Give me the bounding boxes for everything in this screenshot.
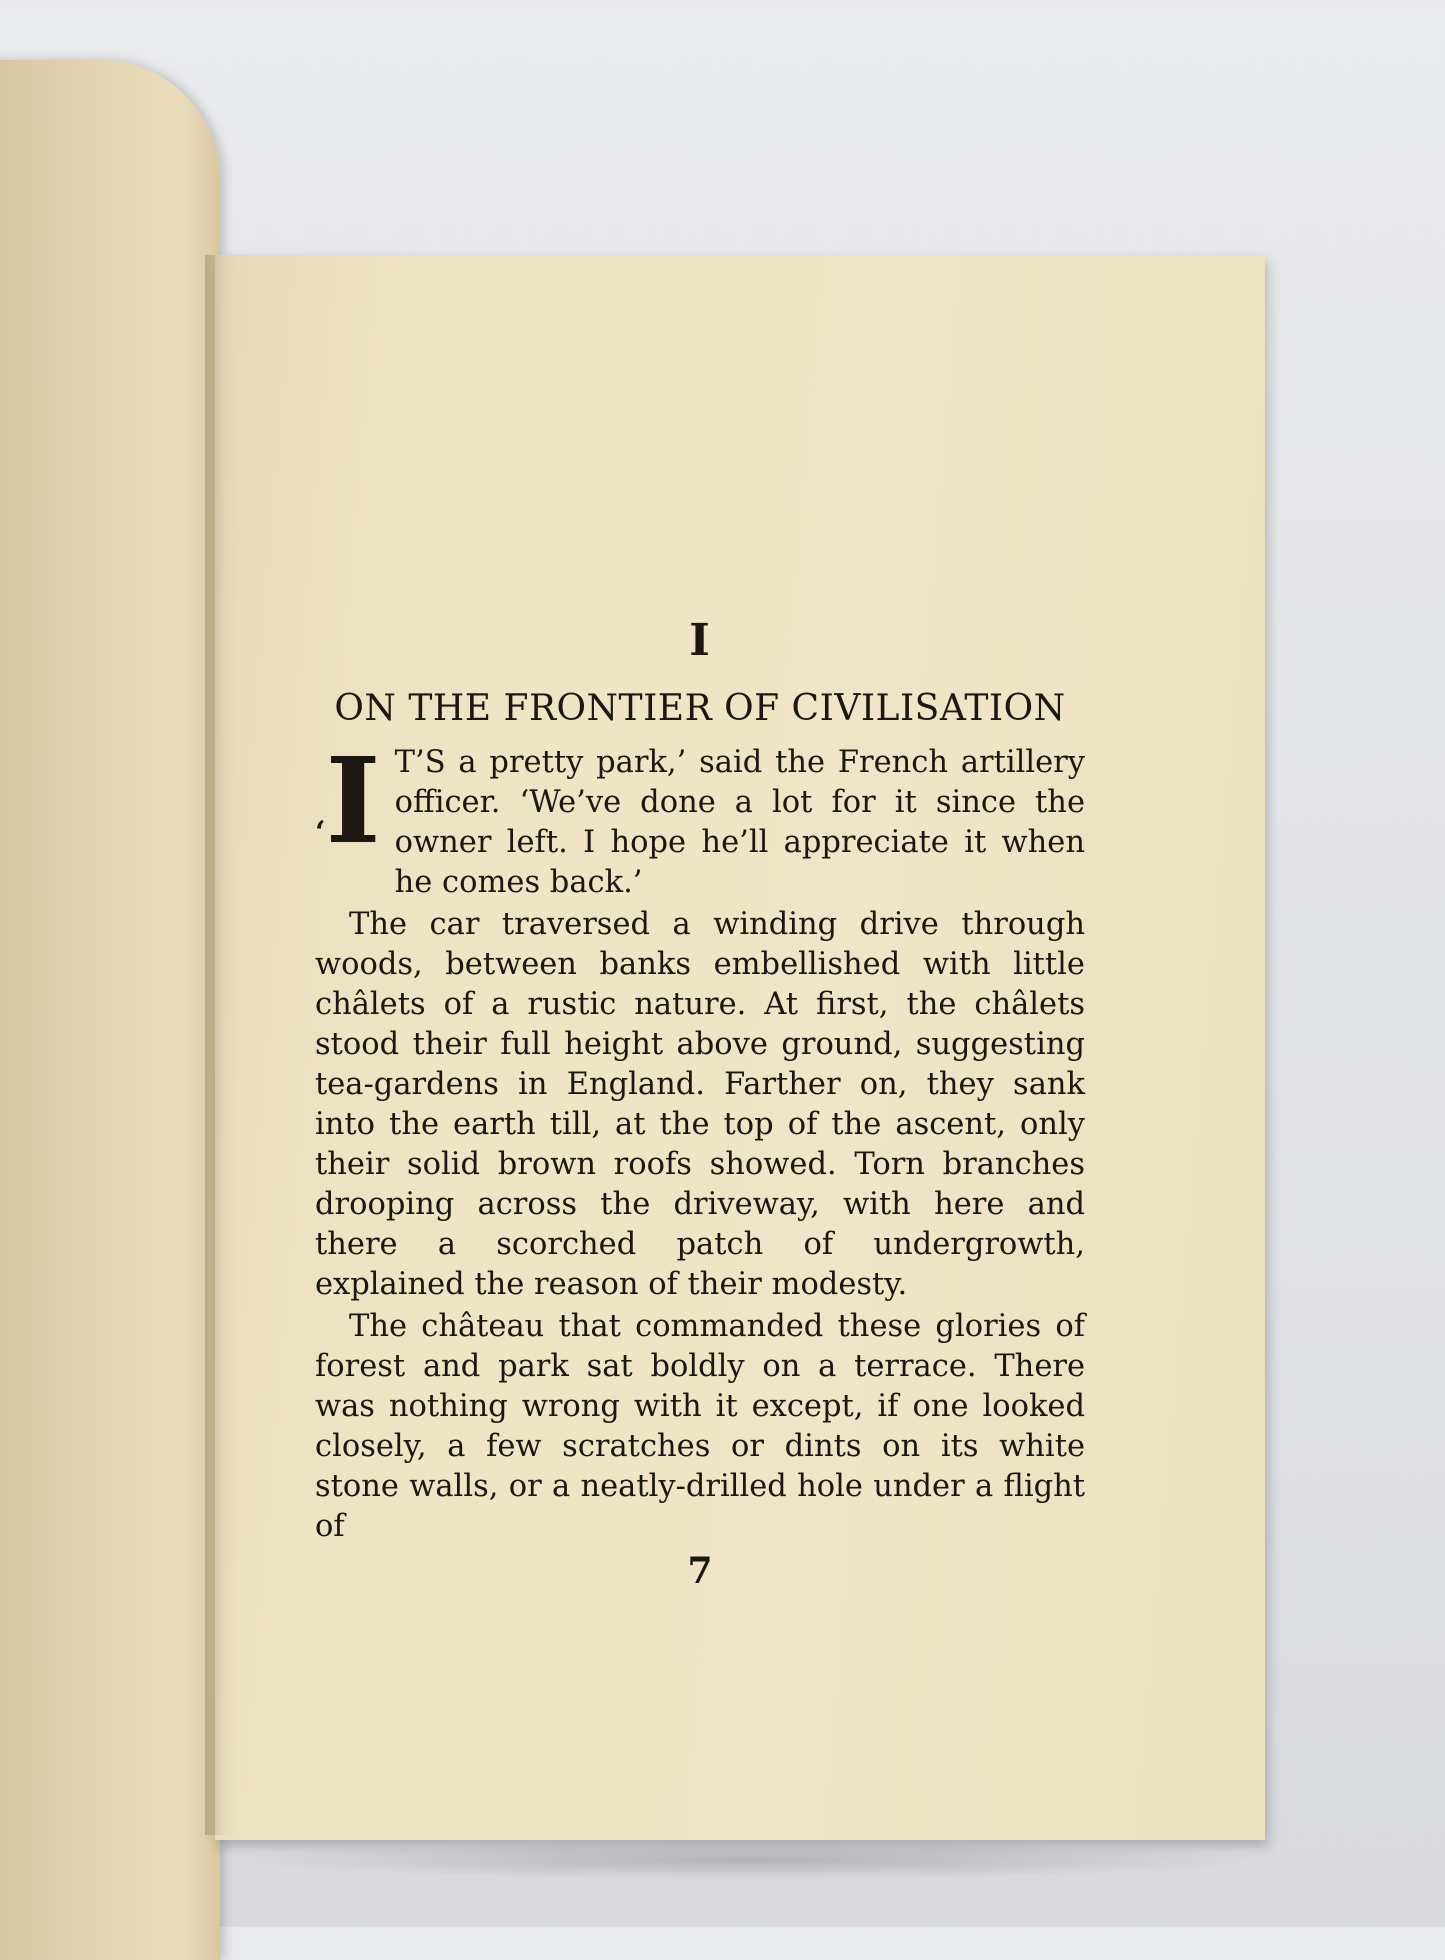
drop-cap-letter: I bbox=[325, 731, 381, 870]
page-gutter bbox=[205, 255, 237, 1835]
paragraph: The car traversed a winding drive through woods, between banks embellished with little châlets of a rustic nature. At first, the châlets stood their full height above ground, suggesting tea-gardens in England. Farther on, they sank into the earth till, at the top of the ascent, only their solid brown roofs showed. Torn branches drooping across the driveway, with here and there a scorched patch of undergrowth, explained the reason of their modesty. bbox=[315, 907, 1085, 1302]
chapter-number: I bbox=[689, 615, 711, 666]
page-number: 7 bbox=[687, 1550, 713, 1592]
opening-paragraph-text: T’S a pretty park,’ said the French artillery officer. ‘We’ve done a lot for it since the owner left. I hope he’ll appreciate it when he comes back.’ bbox=[394, 745, 1085, 900]
opening-quote: ‘ bbox=[315, 815, 326, 850]
page-text-block bbox=[315, 615, 1085, 1592]
chapter-title: ON THE FRONTIER OF CIVILISATION bbox=[334, 688, 1066, 729]
page-shadow bbox=[230, 1840, 1270, 1880]
left-page bbox=[0, 60, 220, 1960]
drop-cap bbox=[315, 731, 381, 883]
paragraph: The château that commanded these glories of forest and park sat boldly on a terrace. There was nothing wrong with it except, if one looked closely, a few scratches or dints on its white stone walls, or a neatly-drilled hole under a flight of bbox=[315, 1309, 1085, 1544]
opening-paragraph bbox=[315, 731, 1085, 903]
